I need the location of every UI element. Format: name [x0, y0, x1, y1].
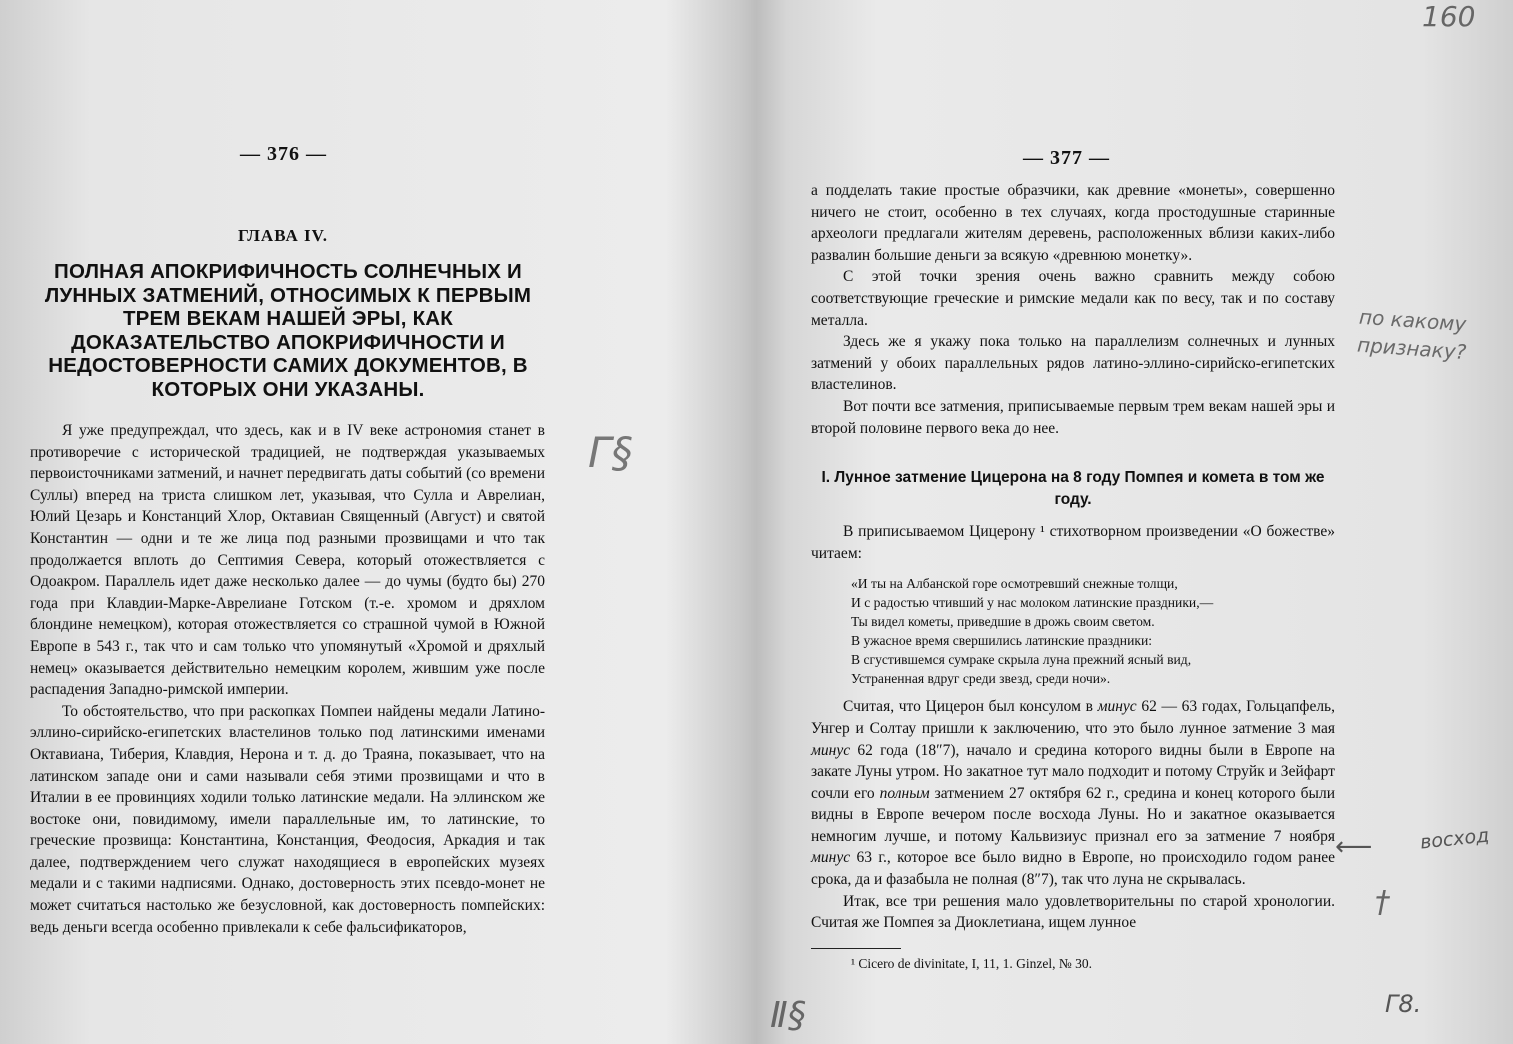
left-page [0, 0, 756, 1044]
italic-run: минус [811, 849, 851, 867]
text-run: 62 — 63 годах, Гольцапфель, Унгер и Солтау пришли к заключению, что это было лунное затмение 3 мая [811, 698, 1335, 737]
right-paragraph-2: С этой точки зрения очень важно сравнить между собою соответствующие греческие и римские медали как по весу, так и по составу металла. [811, 268, 1335, 329]
right-paragraph-4: Вот почти все затмения, приписываемые первым трем векам нашей эры и второй половине первого века до нее. [811, 397, 1335, 437]
right-paragraph-6 [811, 696, 1335, 890]
margin-bracket-icon: Ⅱ§ [770, 995, 806, 1036]
cross-mark-icon: † [1375, 885, 1390, 920]
poem-line: В ужасное время свершились латинские праздники: [851, 633, 1153, 649]
left-body-text [30, 420, 545, 938]
right-paragraph-3: Здесь же я укажу пока только на параллелизм солнечных и лунных затмений у обоих параллельных рядов латино-эллино-сирийско-египетских властелинов. [811, 333, 1335, 394]
right-paragraph-7: Итак, все три решения мало удовлетворительны по старой хронологии. Считая же Помпея за Диоклетиана, ищем лунное [811, 892, 1335, 932]
poem-line: «И ты на Албанской горе осмотревший снежные толщи, [851, 576, 1178, 592]
text-run: 63 г., которое все было видно в Европе, но происходило годом ранее срока, да и фазабыла не полная (8″7), так что луна не скрывалась. [811, 849, 1335, 889]
handwritten-page-number: 160 [1422, 0, 1476, 33]
chapter-heading: ГЛАВА IV. [238, 226, 328, 245]
left-paragraph-2: То обстоятельство, что при раскопках Помпеи найдены медали Латино-эллино-сирийско-египетских властелинов только под латинскими именами Октавиана, Тиберия, Клавдия, Нерона и т. д. до Траяна, показывает, что на латинском западе они и сами называли себя этими прозвищами и что в Италии в ее провинциях ходили только латинские медали. На эллинском же востоке они, повидимому, имели параллельные им, то латинские, то греческие прозвища: Константина, Констанция, Феодосия, Аркадия и так далее, подтверждением чего служат находящиеся в европейских музеях медали и с такими надписями. Однако, достоверность этих псевдо-монет не может считаться настолько же безусловной, как достоверность помпейских: ведь деньги всегда особенно привлекали к себе фальсификаторов, [30, 702, 545, 936]
poem-line: Ты видел кометы, приведшие в дрожь своим светом. [851, 614, 1155, 630]
handwritten-voskhod: восход [1419, 824, 1491, 854]
right-body-text [811, 180, 1335, 974]
italic-run: минус [811, 741, 851, 759]
left-paragraph-1: Я уже предупреждал, что здесь, как и в IV веке астрономия станет в противоречие с исторической традицией, не подтверждая указываемых первоисточниками затмений, и начнет передвигать даты событий (со времени Суллы) вперед на триста слишком лет, указывая, что Сулла и Аврелиан, Юлий Цезарь и Констанций Хлор, Октавиан Священный (Август) и святой Константин — одни и те же лица под разными прозвищами и что так продолжается вплоть до Септимия Севера, который отожествляется с Одоакром. Параллель идет даже несколько далее — до чумы (будто бы) 270 года при Клавдии-Марке-Аврелиане Готском (т.-е. хромом и дряхлом блондине немецком), которая отожествляется со страшной чумой в Южной Европе в 543 г., так что и сам только что упомянутый «Хромой и дряхлый немец» оказывается действительно немецким королем, жившим уже после распадения Западно-римской империи. [30, 422, 545, 699]
footnote: ¹ Cicero de divinitate, I, 11, 1. Ginzel, № 30. [851, 955, 1092, 971]
margin-check-icon: Γ8. [1385, 990, 1422, 1018]
arrow-icon: ⟵ [1335, 832, 1373, 862]
italic-run: полным [879, 784, 930, 802]
poem-quote [851, 574, 1335, 688]
page-number-left: — 376 — [240, 143, 327, 165]
italic-run: минус [1097, 698, 1137, 716]
margin-bracket-icon: Γ§ [588, 428, 633, 477]
poem-line: Устраненная вдруг среди звезд, среди ночи». [851, 671, 1111, 687]
poem-line: В сгустившемся сумраке скрыла луна прежний ясный вид, [851, 652, 1192, 668]
footnote-divider [811, 948, 901, 949]
section-heading: I. Лунное затмение Цицерона на 8 году Помпея и комета в том же году. [821, 469, 1325, 509]
right-paragraph-1: а подделать такие простые образчики, как древние «монеты», совершенно ничего не стоит, особенно в тех случаях, когда простодушные старинные археологи предлагали жителям деревень, расположенных вблизи каких-либо развалин большие деньги за всякую «древнюю монетку». [811, 182, 1335, 264]
text-run: затмением 27 октября 62 г., средина и конец которого были видны в Европе вечером после восхода Луны. Но и закатное оказывается немногим лучше, и потому Кальвизиус признал его за затмение 7 ноября [811, 784, 1335, 845]
handwritten-margin-note: по какому признаку? [1356, 304, 1468, 365]
text-run: 62 года (18″7), начало и средина которого видны были в Европе на закате Луны утром. Но закатное тут мало подходит и потому Струйк и Зейфарт сочли его [811, 741, 1335, 802]
chapter-title: ПОЛНАЯ АПОКРИФИЧНОСТЬ СОЛНЕЧНЫХ И ЛУННЫХ ЗАТМЕНИЙ, ОТНОСИМЫХ К ПЕРВЫМ ТРЕМ ВЕКАМ НАШЕЙ ЭРЫ, КАК ДОКАЗАТЕЛЬСТВО АПОКРИФИЧНОСТИ И НЕДОСТОВЕРНОСТИ САМИХ ДОКУМЕНТОВ, В КОТОРЫХ ОНИ УКАЗАНЫ. [44, 260, 532, 401]
right-paragraph-5: В приписываемом Цицерону ¹ стихотворном произведении «О божестве» читаем: [811, 523, 1335, 562]
page-number-right: — 377 — [1023, 147, 1110, 169]
poem-line: И с радостью чтивший у нас молоком латинские праздники,— [851, 595, 1214, 611]
right-page [756, 0, 1513, 1044]
text-run: Считая, что Цицерон был консулом в [843, 698, 1098, 716]
